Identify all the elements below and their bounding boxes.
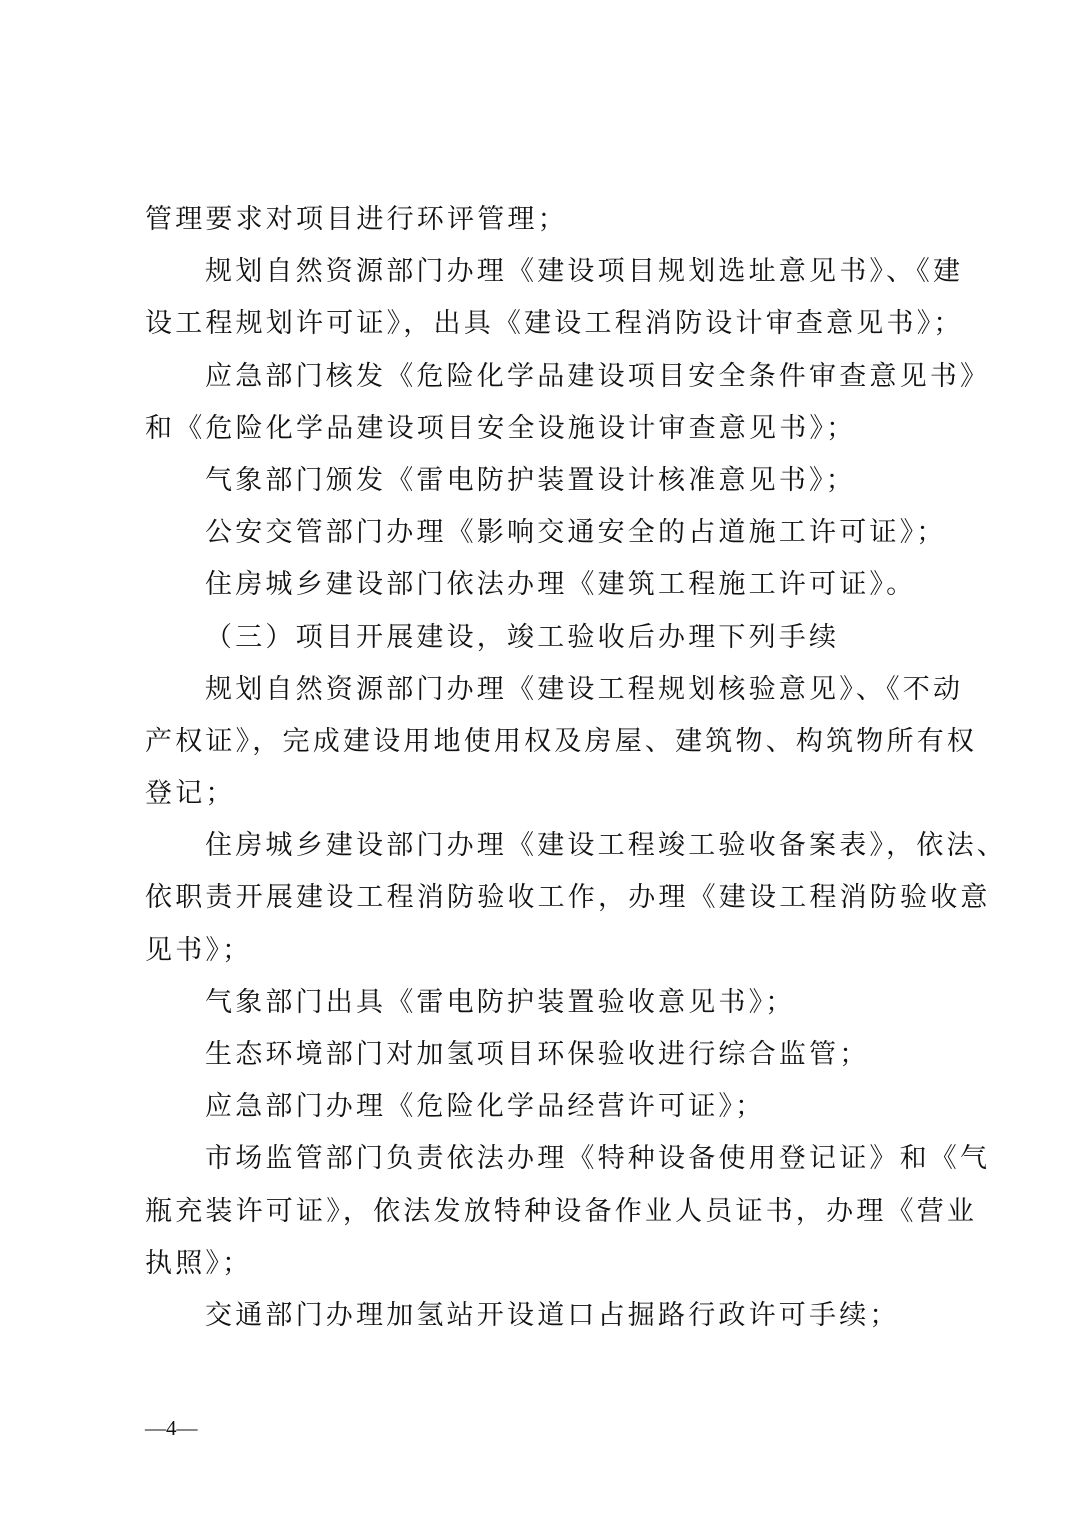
text-line: 气象部门颁发《雷电防护装置设计核准意见书》； bbox=[205, 464, 856, 496]
text-line: 应急部门办理《危险化学品经营许可证》； bbox=[205, 1091, 766, 1123]
text-line: 登记； bbox=[145, 778, 236, 810]
text-line: 见书》； bbox=[145, 934, 253, 966]
text-line: 住房城乡建设部门办理《建设工程竣工验收备案表》，依法、 bbox=[205, 830, 1007, 862]
page-number: —4— bbox=[145, 1416, 198, 1440]
text-line: 执照》； bbox=[145, 1247, 253, 1279]
text-line: 交通部门办理加氢站开设道口占掘路行政许可手续； bbox=[205, 1299, 900, 1331]
text-line: 设工程规划许可证》，出具《建设工程消防设计审查意见书》； bbox=[145, 308, 964, 340]
text-line: 和《危险化学品建设项目安全设施设计审查意见书》； bbox=[145, 412, 857, 444]
text-line: 气象部门出具《雷电防护装置验收意见书》； bbox=[205, 986, 796, 1018]
text-line: 应急部门核发《危险化学品建设项目安全条件审查意见书》 bbox=[205, 360, 991, 392]
text-line: 公安交管部门办理《影响交通安全的占道施工许可证》； bbox=[205, 517, 947, 549]
text-line: 市场监管部门负责依法办理《特种设备使用登记证》和《气 bbox=[205, 1143, 991, 1175]
text-line: 依职责开展建设工程消防验收工作，办理《建设工程消防验收意 bbox=[145, 882, 991, 914]
text-line: 生态环境部门对加氢项目环保验收进行综合监管； bbox=[205, 1039, 870, 1070]
text-line: 瓶充装许可证》，依法发放特种设备作业人员证书，办理《营业 bbox=[145, 1195, 978, 1227]
text-line: 规划自然资源部门办理《建设工程规划核验意见》、《不动 bbox=[205, 673, 964, 705]
text-line: 规划自然资源部门办理《建设项目规划选址意见书》、《建 bbox=[205, 256, 964, 288]
text-line: 管理要求对项目进行环评管理； bbox=[145, 204, 568, 235]
section-heading: （三）项目开展建设，竣工验收后办理下列手续 bbox=[205, 621, 840, 653]
text-line: 产权证》，完成建设用地使用权及房屋、建筑物、构筑物所有权 bbox=[145, 725, 978, 757]
document-body bbox=[145, 194, 1007, 1342]
text-line: 住房城乡建设部门依法办理《建筑工程施工许可证》。 bbox=[205, 569, 917, 601]
